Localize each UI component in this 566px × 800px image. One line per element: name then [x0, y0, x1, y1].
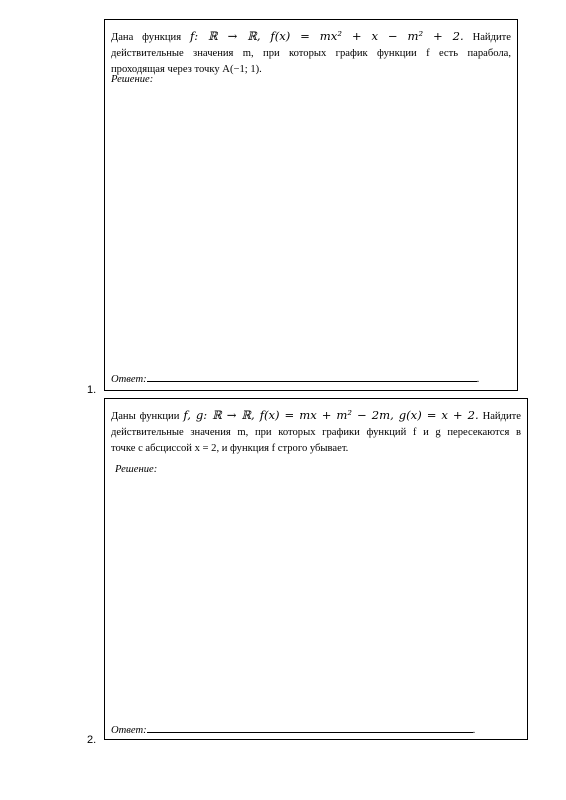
problem-2-number: 2.	[87, 734, 97, 746]
problem-1-line-3: проходящая через точку A(−1; 1).	[111, 64, 262, 75]
problem-1-text	[111, 28, 511, 78]
problem-1-number: 1.	[87, 384, 97, 396]
problem-1-answer-label: Ответ:	[111, 374, 147, 385]
problem-1-answer: Ответ: .	[111, 374, 480, 385]
problem-2-line-2: действительные значения m, при которых графики функций f и g пересекаются в	[111, 427, 521, 438]
problem-2-text	[111, 407, 521, 457]
problem-1-solution-label: Решение:	[111, 74, 154, 85]
problem-1-line-2: действительные значения m, при которых график функции f есть парабола,	[111, 48, 511, 59]
problem-2-line-1: Даны функции f, g: ℝ → ℝ, f(x) = mx + m² − 2m, g(x) = x + 2. Найдите	[111, 408, 521, 422]
problem-2-formula: f, g: ℝ → ℝ, f(x) = mx + m² − 2m, g(x) = x + 2.	[183, 408, 479, 422]
problem-1-box	[104, 19, 518, 391]
problem-2-answer-label: Ответ:	[111, 725, 147, 736]
problem-2-answer-line[interactable]	[147, 723, 473, 733]
problem-1-line-1: Дана функция f: ℝ → ℝ, f(x) = mx² + x − m² + 2. Найдите	[111, 29, 511, 43]
problem-2-box	[104, 398, 528, 740]
problem-1-formula: f: ℝ → ℝ, f(x) = mx² + x − m² + 2.	[189, 29, 464, 43]
problem-2-line-3: точке с абсциссой x = 2, и функция f строго убывает.	[111, 443, 349, 454]
problem-2-solution-label: Решение:	[115, 464, 158, 475]
problem-2-answer: Ответ: .	[111, 725, 476, 736]
problem-1-answer-line[interactable]	[147, 372, 477, 382]
